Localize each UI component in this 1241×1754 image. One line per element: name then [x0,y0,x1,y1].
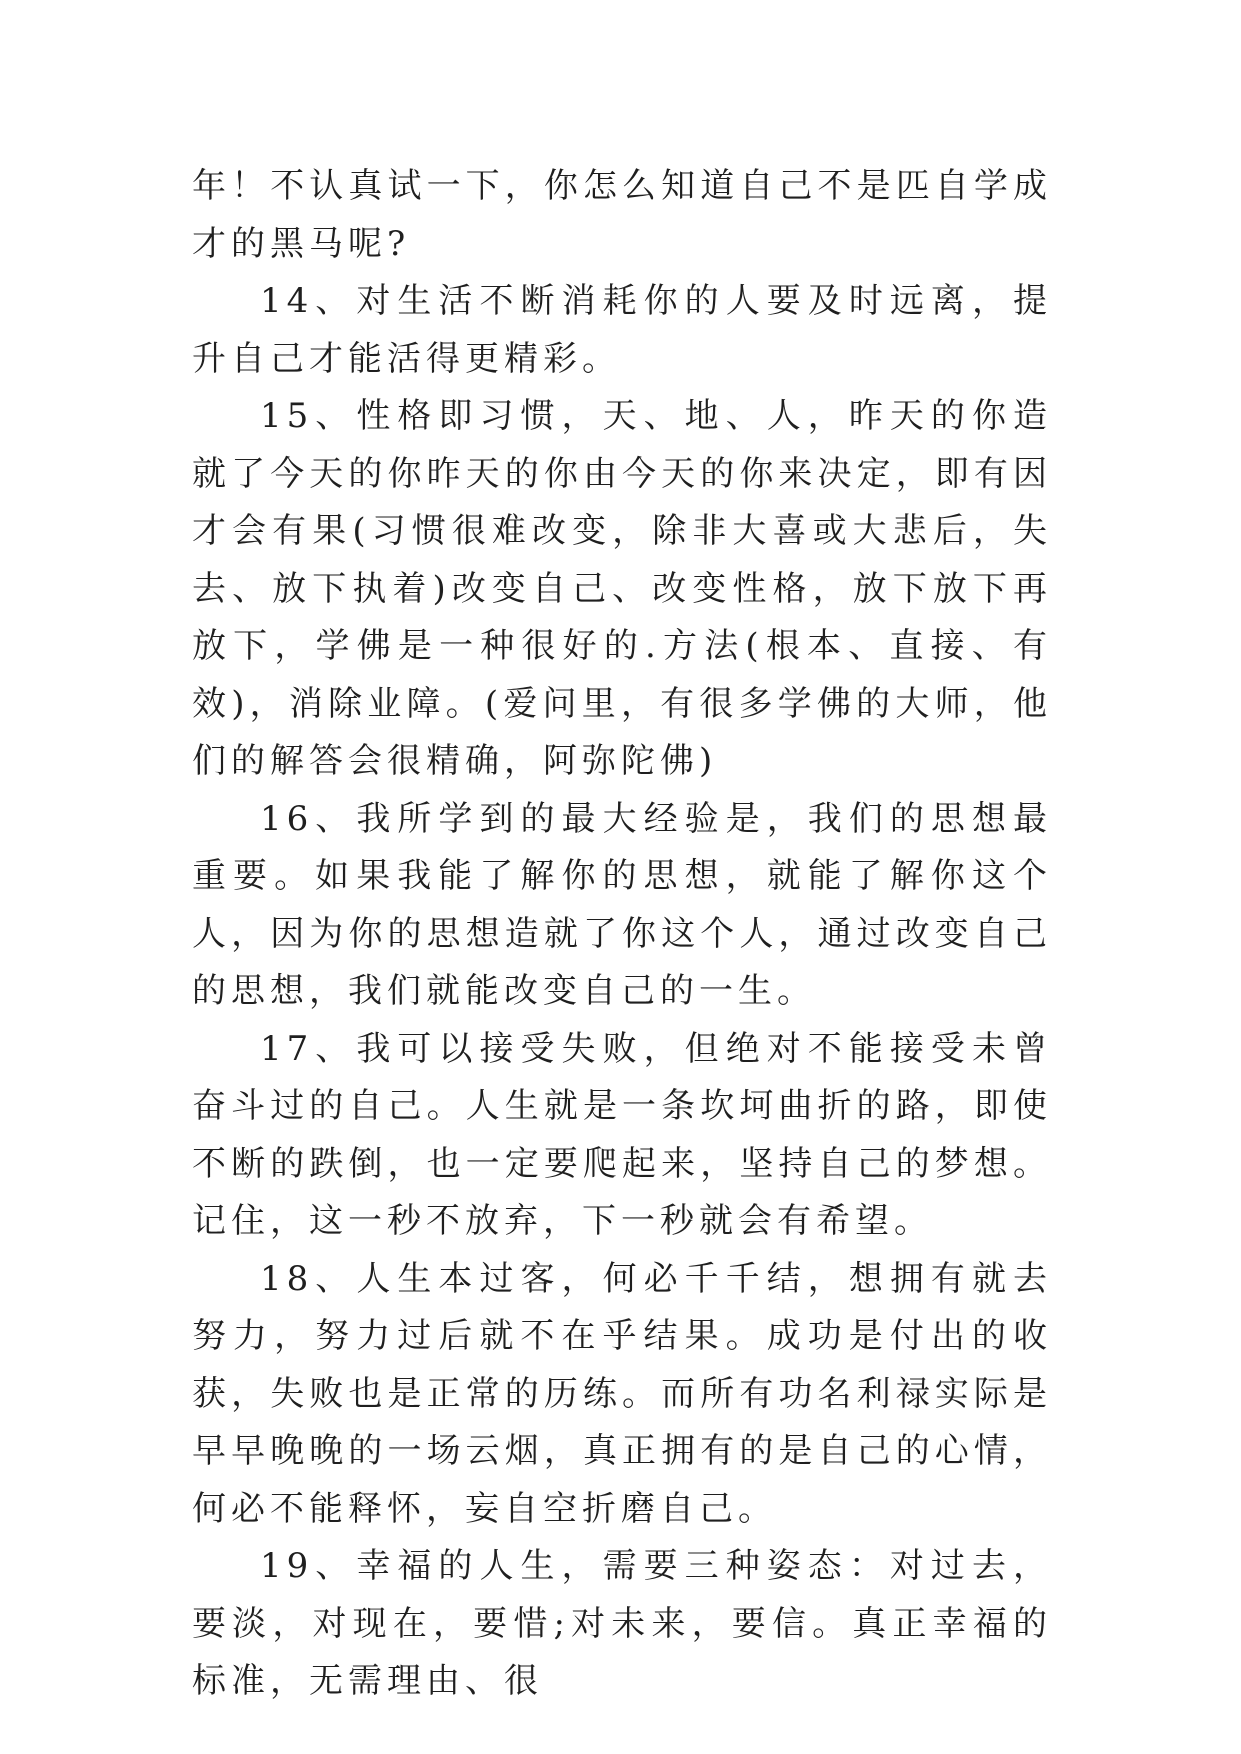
paragraph-14: 14、对生活不断消耗你的人要及时远离，提升自己才能活得更精彩。 [192,281,1052,379]
paragraph-19: 19、幸福的人生，需要三种姿态：对过去，要淡，对现在，要惜;对未来，要信。真正幸福的标准，无需理由、很 [192,1546,1052,1701]
document-body [192,158,1052,1711]
paragraph-17: 17、我可以接受失败，但绝对不能接受未曾奋斗过的自己。人生就是一条坎坷曲折的路，即使不断的跌倒，也一定要爬起来，坚持自己的梦想。记住，这一秒不放弃，下一秒就会有希望。 [192,1028,1052,1241]
paragraph-continuation: 年！不认真试一下，你怎么知道自己不是匹自学成才的黑马呢? [192,166,1052,264]
paragraph-16: 16、我所学到的最大经验是，我们的思想最重要。如果我能了解你的思想，就能了解你这个人，因为你的思想造就了你这个人，通过改变自己的思想，我们就能改变自己的一生。 [192,798,1052,1011]
paragraph-18: 18、人生本过客，何必千千结，想拥有就去努力，努力过后就不在乎结果。成功是付出的收获，失败也是正常的历练。而所有功名利禄实际是早早晚晚的一场云烟，真正拥有的是自己的心情，何必不能释怀，妄自空折磨自己。 [192,1258,1052,1529]
paragraph-15: 15、性格即习惯，天、地、人，昨天的你造就了今天的你昨天的你由今天的你来决定，即有因才会有果(习惯很难改变，除非大喜或大悲后，失去、放下执着)改变自己、改变性格，放下放下再放下，学佛是一种很好的.方法(根本、直接、有效)，消除业障。(爱问里，有很多学佛的大师，他们的解答会很精确，阿弥陀佛) [192,396,1052,781]
